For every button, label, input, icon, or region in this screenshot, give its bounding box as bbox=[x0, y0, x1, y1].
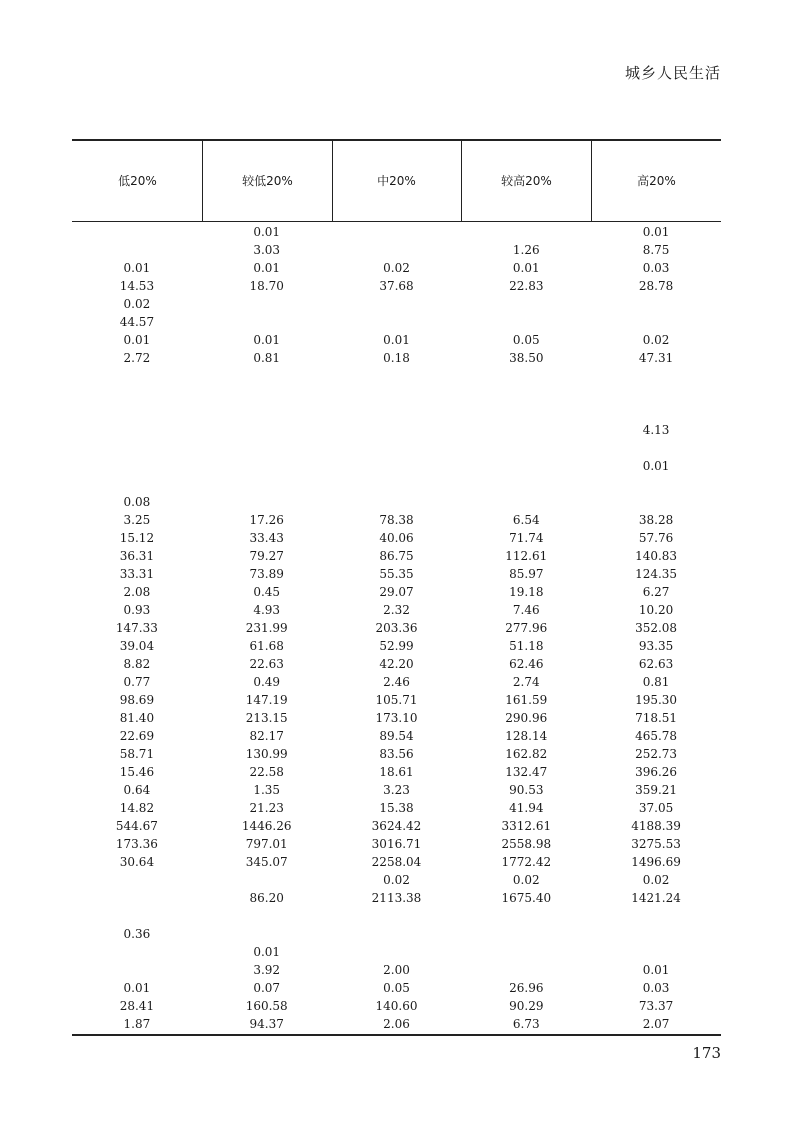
table-row bbox=[72, 619, 721, 637]
table-cell bbox=[591, 313, 721, 331]
table-cell: 0.01 bbox=[642, 459, 670, 473]
table-cell bbox=[72, 403, 202, 421]
table-cell: 130.99 bbox=[245, 747, 288, 761]
table-cell: 62.63 bbox=[638, 657, 674, 671]
table-cell bbox=[72, 961, 202, 979]
table-row bbox=[72, 979, 721, 997]
table-cell: 1772.42 bbox=[501, 855, 552, 869]
table-cell: 38.28 bbox=[638, 513, 674, 527]
table-row bbox=[72, 385, 721, 403]
table-cell: 7.46 bbox=[512, 603, 540, 617]
table-cell bbox=[72, 457, 202, 475]
table-cell: 86.75 bbox=[379, 549, 414, 563]
table-row bbox=[72, 493, 721, 511]
table-row bbox=[72, 277, 721, 295]
table-cell: 6.54 bbox=[512, 513, 540, 527]
table-row bbox=[72, 853, 721, 871]
table-cell: 396.26 bbox=[635, 765, 678, 779]
table-cell: 73.89 bbox=[249, 567, 284, 581]
table-cell: 14.53 bbox=[119, 279, 155, 293]
table-cell bbox=[72, 871, 202, 889]
table-cell bbox=[332, 943, 462, 961]
table-cell: 277.96 bbox=[505, 621, 548, 635]
table-cell: 0.18 bbox=[383, 351, 410, 365]
table-cell bbox=[461, 943, 591, 961]
table-cell: 37.05 bbox=[638, 801, 674, 815]
table-cell bbox=[591, 907, 721, 925]
table-cell: 3.25 bbox=[123, 513, 151, 527]
table-cell bbox=[591, 925, 721, 943]
table-cell bbox=[591, 475, 721, 493]
table-cell bbox=[461, 475, 591, 493]
table-cell: 14.82 bbox=[119, 801, 155, 815]
table-cell: 0.77 bbox=[123, 675, 151, 689]
table-cell: 0.03 bbox=[642, 981, 670, 995]
table-cell: 0.01 bbox=[642, 963, 670, 977]
table-cell: 4.93 bbox=[253, 603, 281, 617]
table-row bbox=[72, 889, 721, 907]
table-cell bbox=[202, 421, 332, 439]
table-cell: 62.46 bbox=[509, 657, 544, 671]
table-row bbox=[72, 835, 721, 853]
table-row bbox=[72, 565, 721, 583]
table-cell: 29.07 bbox=[379, 585, 414, 599]
table-cell: 0.64 bbox=[123, 783, 151, 797]
table-cell: 173.36 bbox=[115, 837, 158, 851]
table-cell: 718.51 bbox=[635, 711, 678, 725]
table-row bbox=[72, 295, 721, 313]
table-cell: 544.67 bbox=[115, 819, 158, 833]
table-cell bbox=[72, 385, 202, 403]
table-cell: 33.31 bbox=[119, 567, 155, 581]
table-cell: 79.27 bbox=[249, 549, 284, 563]
table-cell: 2.32 bbox=[383, 603, 410, 617]
table-row bbox=[72, 925, 721, 943]
table-cell: 105.71 bbox=[375, 693, 418, 707]
table-cell bbox=[202, 385, 332, 403]
table-cell bbox=[72, 889, 202, 907]
table-cell bbox=[332, 313, 462, 331]
table-cell bbox=[461, 493, 591, 511]
table-cell: 55.35 bbox=[379, 567, 414, 581]
table-cell: 2.72 bbox=[123, 351, 151, 365]
table-cell bbox=[461, 925, 591, 943]
table-row bbox=[72, 529, 721, 547]
table-cell bbox=[332, 907, 462, 925]
table-row bbox=[72, 997, 721, 1015]
table-cell: 3624.42 bbox=[371, 819, 422, 833]
table-cell: 0.01 bbox=[642, 225, 670, 239]
table-cell bbox=[202, 313, 332, 331]
table-cell: 73.37 bbox=[638, 999, 674, 1013]
table-cell: 1496.69 bbox=[631, 855, 681, 869]
table-cell bbox=[461, 961, 591, 979]
table-cell: 86.20 bbox=[249, 891, 284, 905]
table-cell bbox=[202, 475, 332, 493]
table-cell: 124.35 bbox=[635, 567, 678, 581]
table-cell bbox=[202, 439, 332, 457]
table-cell: 8.82 bbox=[123, 657, 151, 671]
table-row bbox=[72, 583, 721, 601]
table-row bbox=[72, 457, 721, 475]
table-row bbox=[72, 799, 721, 817]
table-cell: 47.31 bbox=[638, 351, 674, 365]
table-cell bbox=[202, 925, 332, 943]
table-cell bbox=[591, 367, 721, 385]
table-row bbox=[72, 781, 721, 799]
table-cell: 1675.40 bbox=[501, 891, 552, 905]
table-cell: 4188.39 bbox=[631, 819, 681, 833]
table-cell: 0.81 bbox=[642, 675, 670, 689]
column-header-lower-middle: 较低20% bbox=[242, 174, 293, 188]
table-cell: 17.26 bbox=[249, 513, 284, 527]
table-cell: 147.33 bbox=[115, 621, 158, 635]
table-row bbox=[72, 259, 721, 277]
column-header-upper-middle: 较高20% bbox=[501, 174, 552, 188]
table-cell: 3016.71 bbox=[371, 837, 422, 851]
column-header-high: 高20% bbox=[637, 174, 676, 188]
table-cell bbox=[202, 871, 332, 889]
table-cell: 41.94 bbox=[509, 801, 544, 815]
table-cell bbox=[332, 421, 462, 439]
table-cell: 42.20 bbox=[379, 657, 414, 671]
table-cell: 147.19 bbox=[245, 693, 288, 707]
table-row bbox=[72, 943, 721, 961]
table-row bbox=[72, 241, 721, 259]
table-cell bbox=[461, 295, 591, 313]
table-cell: 22.69 bbox=[119, 729, 155, 743]
table-cell: 38.50 bbox=[509, 351, 544, 365]
table-cell: 51.18 bbox=[509, 639, 544, 653]
table-body bbox=[72, 223, 721, 1033]
table-cell bbox=[72, 367, 202, 385]
table-cell: 2.00 bbox=[383, 963, 410, 977]
table-cell bbox=[332, 475, 462, 493]
table-cell: 1446.26 bbox=[241, 819, 292, 833]
table-cell: 290.96 bbox=[505, 711, 548, 725]
table-cell: 0.01 bbox=[123, 261, 151, 275]
table-row bbox=[72, 511, 721, 529]
table-cell: 203.36 bbox=[375, 621, 418, 635]
table-cell bbox=[72, 421, 202, 439]
table-cell bbox=[461, 367, 591, 385]
table-cell: 2258.04 bbox=[371, 855, 422, 869]
table-cell: 0.49 bbox=[253, 675, 281, 689]
table-cell: 1421.24 bbox=[631, 891, 681, 905]
table-cell: 15.38 bbox=[379, 801, 414, 815]
table-cell: 0.03 bbox=[642, 261, 670, 275]
table-cell: 37.68 bbox=[379, 279, 414, 293]
table-cell: 2.74 bbox=[512, 675, 540, 689]
table-cell: 28.78 bbox=[638, 279, 674, 293]
table-cell: 0.81 bbox=[253, 351, 281, 365]
table-cell: 44.57 bbox=[119, 315, 155, 329]
table-cell: 10.20 bbox=[638, 603, 674, 617]
table-cell bbox=[332, 403, 462, 421]
table-cell: 26.96 bbox=[509, 981, 544, 995]
table-cell bbox=[332, 385, 462, 403]
table-cell: 6.27 bbox=[642, 585, 670, 599]
running-header: 城乡人民生活 bbox=[624, 64, 721, 82]
table-cell: 161.59 bbox=[505, 693, 548, 707]
table-cell: 0.02 bbox=[383, 261, 410, 275]
table-cell bbox=[202, 295, 332, 313]
table-row bbox=[72, 475, 721, 493]
table-row bbox=[72, 349, 721, 367]
table-cell: 195.30 bbox=[635, 693, 678, 707]
table-cell: 22.63 bbox=[249, 657, 284, 671]
table-cell bbox=[202, 493, 332, 511]
table-cell bbox=[332, 457, 462, 475]
table-cell: 8.75 bbox=[642, 243, 670, 257]
table-cell bbox=[461, 385, 591, 403]
table-cell bbox=[202, 367, 332, 385]
table-cell: 213.15 bbox=[245, 711, 288, 725]
table-cell: 3.03 bbox=[253, 243, 281, 257]
table-cell: 3.92 bbox=[253, 963, 281, 977]
table-cell: 21.23 bbox=[249, 801, 284, 815]
table-cell bbox=[461, 439, 591, 457]
table-cell: 40.06 bbox=[379, 531, 414, 545]
table-row bbox=[72, 403, 721, 421]
table-cell: 22.58 bbox=[249, 765, 284, 779]
table-cell: 83.56 bbox=[379, 747, 414, 761]
table-cell: 0.01 bbox=[253, 225, 281, 239]
table-cell: 0.02 bbox=[123, 297, 151, 311]
table-row bbox=[72, 727, 721, 745]
table-cell: 140.83 bbox=[635, 549, 678, 563]
table-row bbox=[72, 907, 721, 925]
table-cell: 797.01 bbox=[245, 837, 288, 851]
table-cell bbox=[332, 241, 462, 259]
table-cell: 3.23 bbox=[383, 783, 410, 797]
table-cell bbox=[332, 925, 462, 943]
table-cell: 2.08 bbox=[123, 585, 151, 599]
table-row bbox=[72, 223, 721, 241]
table-cell bbox=[72, 223, 202, 241]
table-cell: 2.46 bbox=[383, 675, 410, 689]
table-cell bbox=[461, 457, 591, 475]
table-cell: 0.01 bbox=[253, 945, 281, 959]
table-cell bbox=[461, 421, 591, 439]
table-cell bbox=[591, 385, 721, 403]
table-cell: 39.04 bbox=[119, 639, 155, 653]
table-cell: 0.01 bbox=[383, 333, 410, 347]
table-cell: 2113.38 bbox=[371, 891, 422, 905]
table-cell bbox=[461, 403, 591, 421]
table-cell: 0.08 bbox=[123, 495, 151, 509]
table-cell: 359.21 bbox=[635, 783, 678, 797]
table-row bbox=[72, 709, 721, 727]
table-cell: 0.02 bbox=[512, 873, 540, 887]
table-cell: 22.83 bbox=[509, 279, 544, 293]
table-row bbox=[72, 439, 721, 457]
table-cell: 1.26 bbox=[512, 243, 540, 257]
table-cell bbox=[202, 907, 332, 925]
table-cell: 89.54 bbox=[379, 729, 414, 743]
table-cell: 71.74 bbox=[509, 531, 544, 545]
table-top-rule bbox=[72, 139, 721, 141]
table-cell: 0.01 bbox=[123, 981, 151, 995]
table-cell bbox=[591, 493, 721, 511]
table-cell: 30.64 bbox=[119, 855, 155, 869]
table-cell: 352.08 bbox=[635, 621, 678, 635]
table-cell: 140.60 bbox=[375, 999, 418, 1013]
table-cell: 90.29 bbox=[509, 999, 544, 1013]
table-cell: 231.99 bbox=[245, 621, 288, 635]
table-cell: 0.01 bbox=[253, 261, 281, 275]
table-row bbox=[72, 601, 721, 619]
table-cell: 93.35 bbox=[638, 639, 674, 653]
table-cell: 0.01 bbox=[253, 333, 281, 347]
table-cell bbox=[461, 313, 591, 331]
table-cell: 0.05 bbox=[383, 981, 410, 995]
table-row bbox=[72, 745, 721, 763]
table-cell: 15.46 bbox=[119, 765, 155, 779]
table-row bbox=[72, 673, 721, 691]
table-cell: 173.10 bbox=[375, 711, 418, 725]
table-cell: 33.43 bbox=[249, 531, 284, 545]
table-row bbox=[72, 961, 721, 979]
table-bottom-rule bbox=[72, 1034, 721, 1036]
table-cell: 19.18 bbox=[509, 585, 544, 599]
table-cell bbox=[72, 907, 202, 925]
table-cell bbox=[461, 907, 591, 925]
table-cell: 98.69 bbox=[119, 693, 155, 707]
table-cell bbox=[72, 475, 202, 493]
table-cell bbox=[332, 295, 462, 313]
table-cell bbox=[461, 223, 591, 241]
table-cell: 2.07 bbox=[642, 1017, 670, 1031]
table-cell: 3275.53 bbox=[631, 837, 681, 851]
table-cell: 6.73 bbox=[512, 1017, 540, 1031]
table-cell: 82.17 bbox=[249, 729, 284, 743]
table-cell bbox=[202, 457, 332, 475]
table-cell: 85.97 bbox=[509, 567, 544, 581]
table-cell: 0.01 bbox=[123, 333, 151, 347]
table-cell bbox=[72, 943, 202, 961]
table-cell: 15.12 bbox=[119, 531, 155, 545]
table-cell: 1.35 bbox=[253, 783, 281, 797]
table-row bbox=[72, 421, 721, 439]
table-cell bbox=[332, 493, 462, 511]
table-cell: 112.61 bbox=[505, 549, 548, 563]
table-cell: 2.06 bbox=[383, 1017, 410, 1031]
table-cell: 0.05 bbox=[512, 333, 540, 347]
table-cell: 0.01 bbox=[512, 261, 540, 275]
table-cell: 132.47 bbox=[505, 765, 548, 779]
table-cell: 2558.98 bbox=[501, 837, 552, 851]
table-cell: 57.76 bbox=[638, 531, 674, 545]
table-row bbox=[72, 367, 721, 385]
table-cell bbox=[332, 367, 462, 385]
table-cell: 160.58 bbox=[245, 999, 288, 1013]
column-header-middle: 中20% bbox=[377, 174, 416, 188]
page-number: 173 bbox=[692, 1044, 721, 1062]
table-row bbox=[72, 817, 721, 835]
table-cell: 28.41 bbox=[119, 999, 155, 1013]
table-cell: 78.38 bbox=[379, 513, 414, 527]
table-cell: 0.45 bbox=[253, 585, 281, 599]
table-cell: 0.02 bbox=[642, 873, 670, 887]
table-cell: 81.40 bbox=[119, 711, 155, 725]
table-cell bbox=[72, 439, 202, 457]
table-cell: 18.70 bbox=[249, 279, 284, 293]
table-row bbox=[72, 655, 721, 673]
table-cell: 58.71 bbox=[119, 747, 155, 761]
table-row bbox=[72, 871, 721, 889]
table-cell: 1.87 bbox=[123, 1017, 151, 1031]
table-cell bbox=[591, 295, 721, 313]
table-cell: 345.07 bbox=[245, 855, 288, 869]
table-cell bbox=[591, 943, 721, 961]
table-row bbox=[72, 637, 721, 655]
table-row bbox=[72, 691, 721, 709]
column-header-low: 低20% bbox=[118, 174, 157, 188]
table-cell: 128.14 bbox=[505, 729, 548, 743]
table-cell: 0.36 bbox=[123, 927, 151, 941]
table-cell: 36.31 bbox=[119, 549, 155, 563]
table-cell bbox=[332, 223, 462, 241]
table-cell: 0.07 bbox=[253, 981, 281, 995]
table-cell bbox=[332, 439, 462, 457]
table-cell: 0.02 bbox=[642, 333, 670, 347]
table-cell: 18.61 bbox=[379, 765, 414, 779]
table-cell: 4.13 bbox=[642, 423, 670, 437]
table-cell bbox=[591, 439, 721, 457]
table-cell: 465.78 bbox=[635, 729, 678, 743]
table-cell: 94.37 bbox=[249, 1017, 284, 1031]
table-cell bbox=[202, 403, 332, 421]
table-row bbox=[72, 313, 721, 331]
table-cell: 90.53 bbox=[509, 783, 544, 797]
table-cell: 0.93 bbox=[123, 603, 151, 617]
table-cell bbox=[72, 241, 202, 259]
table-cell bbox=[591, 403, 721, 421]
table-cell: 61.68 bbox=[249, 639, 284, 653]
table-cell: 3312.61 bbox=[501, 819, 552, 833]
table-row bbox=[72, 1015, 721, 1033]
table-row bbox=[72, 331, 721, 349]
table-row bbox=[72, 763, 721, 781]
table-row bbox=[72, 547, 721, 565]
table-cell: 52.99 bbox=[379, 639, 414, 653]
table-cell: 0.02 bbox=[383, 873, 410, 887]
table-header-rule bbox=[72, 221, 721, 222]
table-cell: 162.82 bbox=[505, 747, 548, 761]
table-cell: 252.73 bbox=[635, 747, 678, 761]
